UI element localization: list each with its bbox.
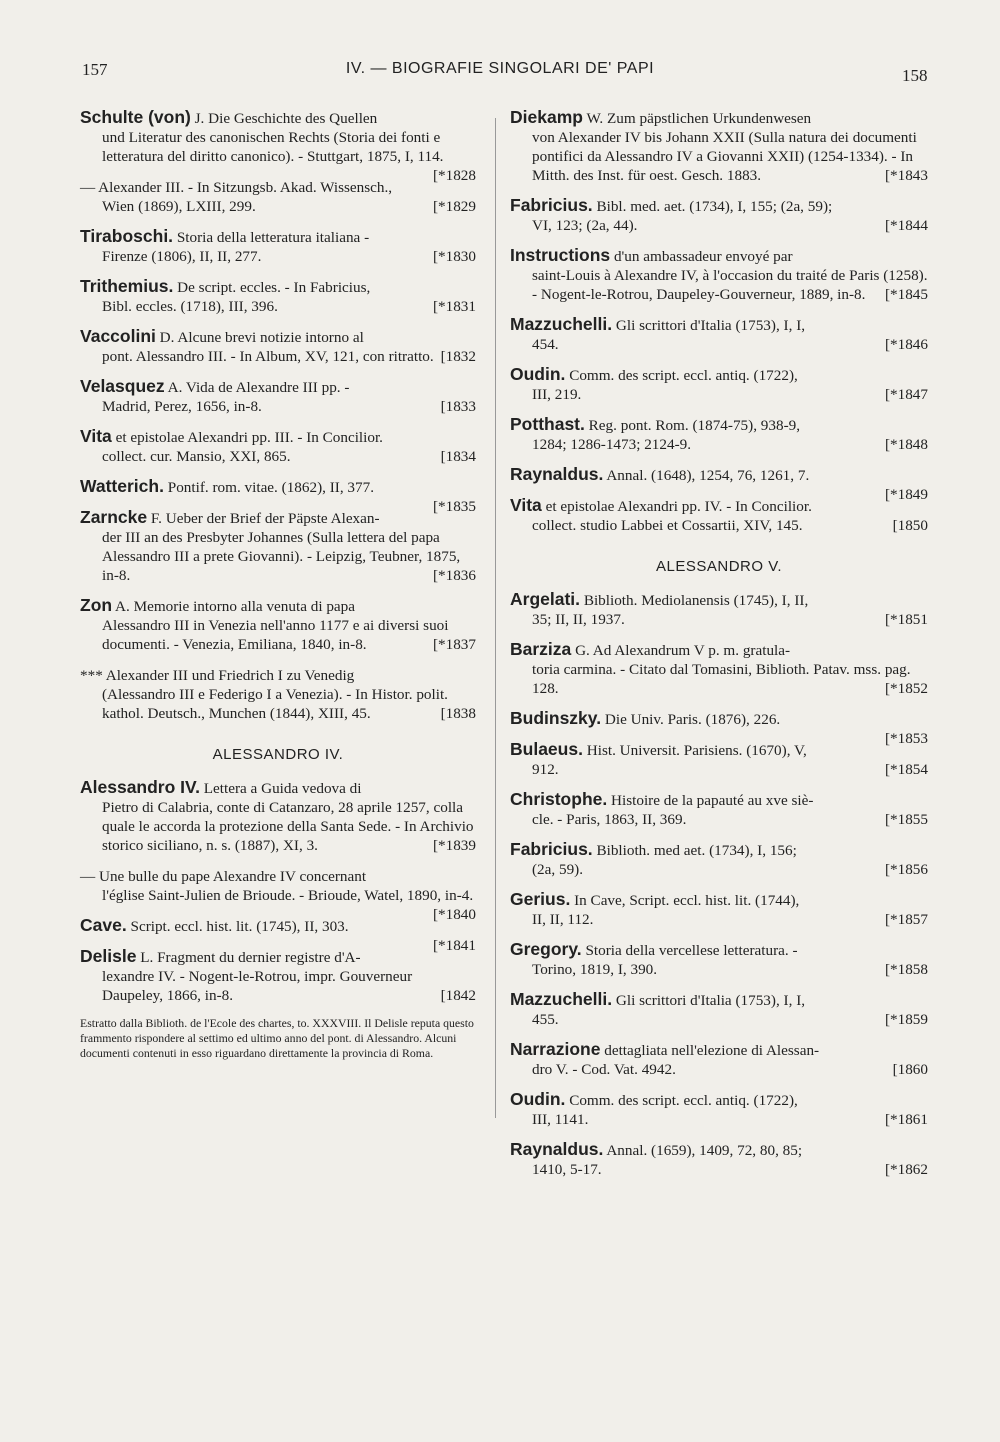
entry-first-line <box>80 277 476 297</box>
entry-text: et epistolae Alexandri pp. IV. - In Concilior. <box>541 498 812 515</box>
section-heading-alessandro-v: ALESSANDRO V. <box>656 558 782 575</box>
bibliography-entry <box>510 1090 928 1129</box>
right-column <box>510 108 928 1190</box>
column-divider <box>495 118 496 1118</box>
entry-number: [1842 <box>440 987 476 1004</box>
bibliography-entry <box>80 947 476 1005</box>
entry-text: A. Vida de Alexandre III pp. - <box>164 379 350 396</box>
bibliography-entry <box>510 196 928 235</box>
entry-continuation <box>510 128 928 185</box>
entry-first-line <box>80 596 476 616</box>
entry-number: [*1835 <box>432 498 476 515</box>
entry-first-line <box>80 327 476 347</box>
right-entries <box>510 108 928 535</box>
entry-continuation <box>510 1060 928 1079</box>
entry-first-line <box>80 916 476 936</box>
entry-first-line <box>80 778 476 798</box>
entry-author: Vita <box>510 495 542 515</box>
entry-author: Christophe. <box>510 789 608 809</box>
left-entries-2 <box>80 778 476 1005</box>
entry-continuation-text: lexandre IV. - Nogent-le-Rotrou, impr. Gouverneur Daupeley, 1866, in-8. <box>102 968 413 1004</box>
entry-continuation <box>510 216 928 235</box>
entry-continuation <box>510 960 928 979</box>
bibliography-entry <box>510 246 928 304</box>
entry-number: [1838 <box>440 705 476 722</box>
entry-number: [*1830 <box>432 248 476 265</box>
entry-continuation <box>80 967 476 1005</box>
entry-author: Vita <box>80 426 112 446</box>
bibliography-entry <box>80 915 476 954</box>
entry-number: [*1828 <box>432 167 476 184</box>
entry-continuation-text: dro V. - Cod. Vat. 4942. <box>532 1061 676 1078</box>
entry-continuation <box>510 910 928 929</box>
entry-continuation <box>510 516 928 535</box>
bibliography-entry <box>80 377 476 416</box>
entry-continuation-text: saint-Louis à Alexandre IV, à l'occasion du traité de Paris (1258). - Nogent-le-Rotrou, Daupeley-Gouverneur, 1889, in-8. <box>532 267 928 303</box>
entry-author: Barziza <box>510 639 572 659</box>
entry-continuation-text: (Alessandro III e Federigo I a Venezia). - In Histor. polit. kathol. Deutsch., Munchen (1844), XIII, 45. <box>102 686 448 722</box>
entry-author: Budinszky. <box>510 708 602 728</box>
entry-author: Oudin. <box>510 1089 566 1109</box>
bibliography-entry <box>510 890 928 929</box>
entry-first-line <box>80 177 476 197</box>
bibliography-entry <box>510 464 928 503</box>
entry-continuation-text: 454. <box>532 336 559 353</box>
entry-continuation-text: Madrid, Perez, 1656, in-8. <box>102 398 262 415</box>
entry-text: — Une bulle du pape Alexandre IV concernant <box>80 868 367 885</box>
entry-first-line <box>510 1040 928 1060</box>
entry-first-line <box>510 365 928 385</box>
entry-author: Diekamp <box>510 107 583 127</box>
entry-number: [*1859 <box>884 1011 928 1028</box>
entry-first-line <box>510 108 928 128</box>
entry-continuation-text: 1284; 1286-1473; 2124-9. <box>532 436 692 453</box>
bibliography-entry <box>510 108 928 185</box>
bibliography-entry <box>510 315 928 354</box>
entry-number: [*1848 <box>884 436 928 453</box>
entry-continuation-text: III, 1141. <box>532 1111 589 1128</box>
bibliography-entry <box>510 1140 928 1179</box>
entry-continuation <box>510 435 928 454</box>
entry-number: [*1851 <box>884 611 928 628</box>
entry-text: Annal. (1659), 1409, 72, 80, 85; <box>603 1142 803 1159</box>
right-entries-2 <box>510 590 928 1179</box>
entry-number: [*1847 <box>884 386 928 403</box>
entry-continuation-text: cle. - Paris, 1863, II, 369. <box>532 811 687 828</box>
entry-author: Vaccolini <box>80 326 156 346</box>
entry-first-line <box>510 840 928 860</box>
entry-number: [*1844 <box>884 217 928 234</box>
bibliography-entry <box>80 508 476 585</box>
entry-text: Pontif. rom. vitae. (1862), II, 377. <box>163 479 375 496</box>
entry-number: [*1849 <box>884 486 928 503</box>
entry-number: [1833 <box>440 398 476 415</box>
entry-author: Gregory. <box>510 939 582 959</box>
entry-continuation-text: 35; II, II, 1937. <box>532 611 625 628</box>
entry-number: [1860 <box>892 1061 928 1078</box>
section-heading-alessandro-iv: ALESSANDRO IV. <box>212 746 344 763</box>
entry-text: L. Fragment du dernier registre d'A- <box>136 949 361 966</box>
entry-text: Biblioth. med aet. (1734), I, 156; <box>592 842 797 859</box>
bibliography-entry <box>510 790 928 829</box>
bibliography-entry <box>510 365 928 404</box>
entry-continuation-text: Wien (1869), LXIII, 299. <box>102 198 256 215</box>
entry-number: [*1858 <box>884 961 928 978</box>
entry-author: Fabricius. <box>510 195 593 215</box>
bibliography-entry <box>80 227 476 266</box>
entry-text: F. Ueber der Brief der Päpste Alexan- <box>147 510 380 527</box>
entry-first-line <box>510 590 928 610</box>
entry-number: [*1841 <box>432 937 476 954</box>
entry-number: [1834 <box>440 448 476 465</box>
entry-continuation-text: 912. <box>532 761 559 778</box>
bibliography-entry <box>80 327 476 366</box>
entry-continuation-text: und Literatur des canonischen Rechts (Storia dei fonti e letteratura del diritto canonico). - Stuttgart, 1875, I, 114. <box>102 129 444 165</box>
entry-author: Mazzuchelli. <box>510 989 613 1009</box>
entry-continuation-text: (2a, 59). <box>532 861 584 878</box>
entry-text: D. Alcune brevi notizie intorno al <box>155 329 364 346</box>
page-number-left: 157 <box>82 60 108 79</box>
entry-continuation <box>510 1110 928 1129</box>
entry-text: Storia della letteratura italiana - <box>173 229 370 246</box>
entry-continuation <box>510 610 928 629</box>
entry-first-line <box>80 866 476 886</box>
entry-author: Oudin. <box>510 364 566 384</box>
entry-author: Gerius. <box>510 889 571 909</box>
entry-text: Gli scrittori d'Italia (1753), I, I, <box>612 992 806 1009</box>
entry-continuation-text: von Alexander IV bis Johann XXII (Sulla natura dei documenti pontifici da Alessandro IV a Giovanni XXII) (1254-1334). - In Mitth. des Inst. für oest. Gesch. 1883. <box>532 129 917 184</box>
entry-author: Watterich. <box>80 476 164 496</box>
entry-continuation <box>80 197 476 216</box>
footnote: Estratto dalla Biblioth. de l'Ecole des chartes, to. XXXVIII. Il Delisle reputa questo frammento rispondere al settimo ed ultimo anno del pont. di Alessandro. Alcuni documenti contenuti in esso riguardano direttamente la provincia di Roma. <box>80 1016 474 1060</box>
entry-text: d'un ambassadeur envoyé par <box>610 248 793 265</box>
entry-continuation <box>80 685 476 723</box>
entry-continuation <box>510 860 928 879</box>
entry-continuation <box>80 528 476 585</box>
entry-author: Zon <box>80 595 113 615</box>
entry-continuation-text: pont. Alessandro III. - In Album, XV, 121, con ritratto. <box>102 348 434 365</box>
entry-text: Reg. pont. Rom. (1874-75), 938-9, <box>584 417 801 434</box>
entry-text: In Cave, Script. eccl. hist. lit. (1744), <box>570 892 800 909</box>
entry-number: [*1862 <box>884 1161 928 1178</box>
entry-first-line <box>510 496 928 516</box>
bibliography-entry <box>510 496 928 535</box>
bibliography-entry <box>510 990 928 1029</box>
entry-number: [*1855 <box>884 811 928 828</box>
entry-author: Mazzuchelli. <box>510 314 613 334</box>
entry-first-line <box>510 415 928 435</box>
entry-text: Annal. (1648), 1254, 76, 1261, 7. <box>603 467 810 484</box>
entry-text: Gli scrittori d'Italia (1753), I, I, <box>612 317 806 334</box>
entry-author: Potthast. <box>510 414 585 434</box>
entry-continuation <box>80 616 476 654</box>
entry-author: Narrazione <box>510 1039 601 1059</box>
entry-continuation-text: 455. <box>532 1011 559 1028</box>
entry-text: Bibl. med. aet. (1734), I, 155; (2a, 59); <box>592 198 833 215</box>
entry-first-line <box>510 990 928 1010</box>
entry-text: Hist. Universit. Parisiens. (1670), V, <box>582 742 807 759</box>
entry-text: Storia della vercellese letteratura. - <box>581 942 798 959</box>
entry-text: J. Die Geschichte des Quellen <box>190 110 378 127</box>
entry-number: [*1854 <box>884 761 928 778</box>
bibliography-entry <box>510 415 928 454</box>
entry-first-line <box>510 709 928 729</box>
entry-continuation <box>80 247 476 266</box>
bibliography-entry <box>80 866 476 923</box>
entry-first-line <box>80 665 476 685</box>
entry-author: Schulte (von) <box>80 107 191 127</box>
entry-continuation <box>510 810 928 829</box>
entry-first-line <box>510 196 928 216</box>
entry-author: Delisle <box>80 946 137 966</box>
entry-continuation-text: Torino, 1819, I, 390. <box>532 961 658 978</box>
entry-first-line <box>80 227 476 247</box>
entry-continuation <box>80 798 476 855</box>
bibliography-entry <box>510 590 928 629</box>
entry-number: [*1840 <box>432 906 476 923</box>
entry-number: [*1836 <box>432 567 476 584</box>
entry-first-line <box>510 640 928 660</box>
entry-author: Raynaldus. <box>510 464 604 484</box>
left-column <box>80 108 476 1061</box>
bibliography-entry <box>510 840 928 879</box>
entry-number: [*1839 <box>432 837 476 854</box>
entry-continuation-text: l'église Saint-Julien de Brioude. - Brioude, Watel, 1890, in-4. <box>102 887 474 904</box>
entry-continuation-text: Pietro di Calabria, conte di Catanzaro, 28 aprile 1257, colla quale le accorda la protezione della Santa Sede. - In Archivio storico siciliano, n. s. (1887), XI, 3. <box>102 799 474 854</box>
entry-continuation-text: toria carmina. - Citato dal Tomasini, Biblioth. Patav. mss. pag. 128. <box>532 661 911 697</box>
entry-number: [*1856 <box>884 861 928 878</box>
left-entries <box>80 108 476 723</box>
entry-first-line <box>510 1090 928 1110</box>
entry-continuation-text: der III an des Presbyter Johannes (Sulla lettera del papa Alessandro III a prete Giovanni). - Leipzig, Teubner, 1875, in-8. <box>102 529 461 584</box>
entry-first-line <box>510 465 928 485</box>
entry-continuation-text: Alessandro III in Venezia nell'anno 1177 e ai diversi suoi documenti. - Venezia, Emiliana, 1840, in-8. <box>102 617 449 653</box>
entry-text: Die Univ. Paris. (1876), 226. <box>601 711 781 728</box>
entry-continuation-text: collect. studio Labbei et Cossartii, XIV, 145. <box>532 517 803 534</box>
entry-continuation-text: 1410, 5-17. <box>532 1161 602 1178</box>
entry-number: [*1853 <box>884 730 928 747</box>
entry-continuation <box>510 1010 928 1029</box>
entry-number: [*1861 <box>884 1111 928 1128</box>
bibliography-entry <box>510 940 928 979</box>
entry-number: [*1852 <box>884 680 928 697</box>
entry-first-line <box>510 940 928 960</box>
bibliography-entry <box>510 640 928 698</box>
entry-continuation-text: VI, 123; (2a, 44). <box>532 217 638 234</box>
entry-author: Cave. <box>80 915 127 935</box>
entry-continuation <box>80 297 476 316</box>
entry-text: Biblioth. Mediolanensis (1745), I, II, <box>580 592 809 609</box>
entry-continuation <box>80 447 476 466</box>
entry-text: W. Zum päpstlichen Urkundenwesen <box>582 110 812 127</box>
entry-number: [*1857 <box>884 911 928 928</box>
entry-first-line <box>80 427 476 447</box>
entry-author: Zarncke <box>80 507 148 527</box>
entry-continuation <box>510 1160 928 1179</box>
entry-number: [1850 <box>892 517 928 534</box>
entry-first-line <box>80 377 476 397</box>
entry-text: — Alexander III. - In Sitzungsb. Akad. Wissensch., <box>80 179 393 196</box>
entry-first-line <box>80 108 476 128</box>
entry-author: Alessandro IV. <box>80 777 200 797</box>
entry-continuation <box>510 266 928 304</box>
entry-text: Lettera a Guida vedova di <box>199 780 362 797</box>
bibliography-entry <box>80 778 476 855</box>
entry-text: dettagliata nell'elezione di Alessan- <box>600 1042 820 1059</box>
entry-continuation-text: Firenze (1806), II, II, 277. <box>102 248 262 265</box>
entry-first-line <box>510 740 928 760</box>
entry-text: *** Alexander III und Friedrich I zu Venedig <box>80 667 355 684</box>
entry-continuation <box>510 660 928 698</box>
bibliography-entry <box>80 107 476 184</box>
entry-continuation <box>510 335 928 354</box>
entry-number: [*1837 <box>432 636 476 653</box>
entry-text: et epistolae Alexandri pp. III. - In Concilior. <box>111 429 383 446</box>
entry-text: Script. eccl. hist. lit. (1745), II, 303. <box>126 918 349 935</box>
bibliography-entry <box>510 740 928 779</box>
bibliography-entry <box>80 596 476 654</box>
entry-author: Fabricius. <box>510 839 593 859</box>
entry-continuation <box>510 385 928 404</box>
bibliography-entry <box>80 476 476 515</box>
entry-continuation-text: III, 219. <box>532 386 582 403</box>
entry-number: [*1829 <box>432 198 476 215</box>
running-header: IV. — BIOGRAFIE SINGOLARI DE' PAPI <box>345 60 655 77</box>
entry-text: G. Ad Alexandrum V p. m. gratula- <box>571 642 791 659</box>
entry-continuation <box>80 397 476 416</box>
page-number-right: 158 <box>902 66 928 85</box>
entry-number: [*1845 <box>884 286 928 303</box>
entry-continuation-text: II, II, 112. <box>532 911 594 928</box>
entry-continuation <box>80 886 476 923</box>
entry-first-line <box>510 890 928 910</box>
entry-author: Raynaldus. <box>510 1139 604 1159</box>
entry-continuation <box>80 128 476 184</box>
entry-author: Bulaeus. <box>510 739 583 759</box>
entry-number: [*1843 <box>884 167 928 184</box>
entry-number: [*1846 <box>884 336 928 353</box>
bibliography-entry <box>80 665 476 723</box>
entry-author: Velasquez <box>80 376 165 396</box>
entry-author: Trithemius. <box>80 276 174 296</box>
entry-continuation-text: collect. cur. Mansio, XXI, 865. <box>102 448 291 465</box>
bibliography-entry <box>80 177 476 216</box>
entry-continuation <box>510 760 928 779</box>
entry-text: De script. eccles. - In Fabricius, <box>173 279 371 296</box>
entry-continuation <box>80 347 476 366</box>
entry-first-line <box>510 1140 928 1160</box>
entry-first-line <box>510 246 928 266</box>
entry-first-line <box>80 508 476 528</box>
entry-number: [*1831 <box>432 298 476 315</box>
entry-text: A. Memorie intorno alla venuta di papa <box>112 598 356 615</box>
entry-author: Tiraboschi. <box>80 226 174 246</box>
entry-text: Comm. des script. eccl. antiq. (1722), <box>565 1092 798 1109</box>
bibliography-entry <box>510 1040 928 1079</box>
bibliography-entry <box>80 277 476 316</box>
entry-continuation-text: Bibl. eccles. (1718), III, 396. <box>102 298 278 315</box>
entry-first-line <box>510 790 928 810</box>
entry-text: Histoire de la papauté au xve siè- <box>607 792 814 809</box>
entry-first-line <box>510 315 928 335</box>
bibliography-entry <box>510 708 928 747</box>
entry-first-line <box>80 947 476 967</box>
entry-author: Instructions <box>510 245 611 265</box>
entry-number: [1832 <box>440 348 476 365</box>
entry-first-line <box>80 477 476 497</box>
entry-text: Comm. des script. eccl. antiq. (1722), <box>565 367 798 384</box>
entry-author: Argelati. <box>510 589 581 609</box>
bibliography-entry <box>80 427 476 466</box>
